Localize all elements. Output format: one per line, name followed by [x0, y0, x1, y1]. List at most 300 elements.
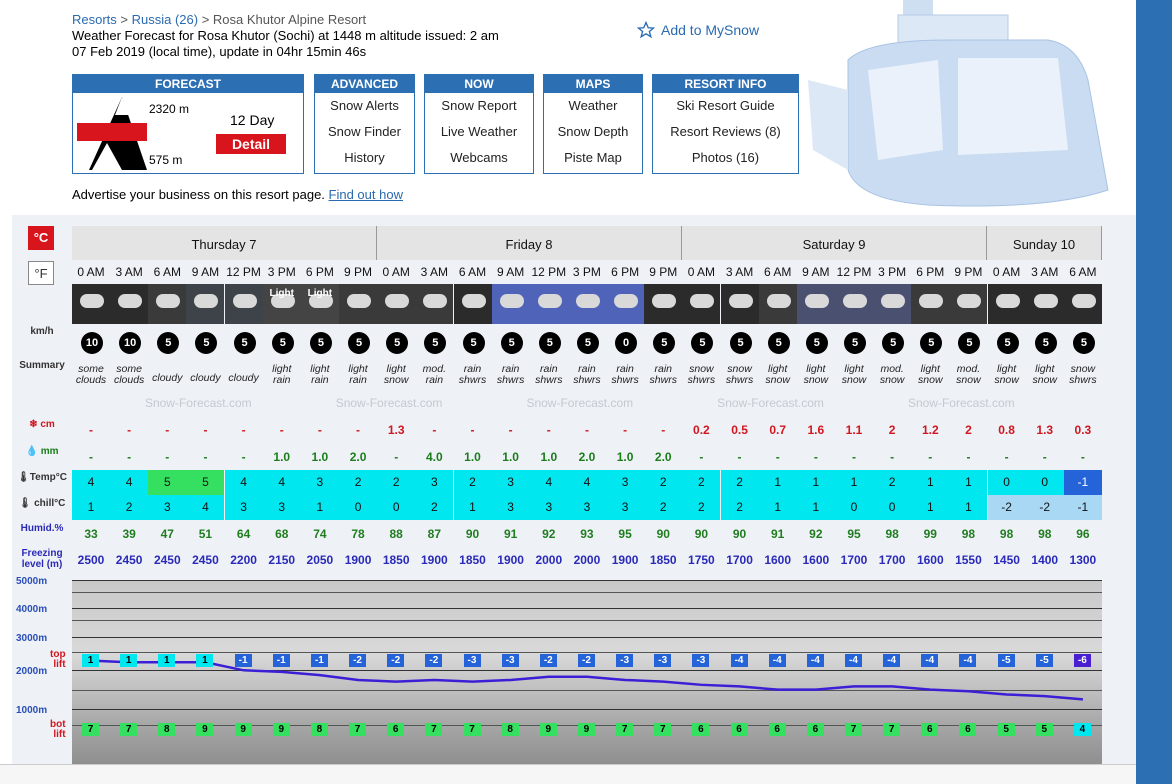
summary-cell — [148, 364, 186, 392]
summary-word: snow — [956, 374, 981, 386]
breadcrumb-resort: Rosa Khutor Alpine Resort — [212, 12, 367, 27]
bottom-lift-temp: 6 — [731, 723, 748, 736]
find-out-how-link[interactable]: Find out how — [328, 187, 403, 202]
weather-icon[interactable] — [644, 284, 682, 324]
freezing-cell: 1700 — [840, 553, 868, 567]
snow-cell: - — [165, 423, 170, 437]
rain-cell: 1.0 — [464, 450, 481, 464]
snow-cell: - — [317, 423, 322, 437]
humidity-cell: 92 — [809, 527, 823, 541]
humidity-cell: 78 — [351, 527, 365, 541]
nav-maps-heading: MAPS — [544, 75, 642, 93]
logo-watermark: Snow-Forecast.com — [907, 396, 1015, 410]
weather-icon[interactable] — [148, 284, 186, 324]
temp-cell: 2 — [377, 470, 415, 495]
weather-icon[interactable] — [1064, 284, 1102, 324]
cloud-icon — [690, 294, 714, 308]
time-cell: 6 AM — [1069, 265, 1097, 279]
cloud-icon — [729, 294, 753, 308]
chill-cell: 0 — [835, 495, 873, 520]
snow-cell: - — [356, 423, 361, 437]
summary-word: shwrs — [573, 374, 601, 386]
time-cell: 9 AM — [802, 265, 830, 279]
wind-arrow-icon: 5 — [501, 332, 523, 354]
cloud-icon — [843, 294, 867, 308]
rain-cell: - — [1042, 450, 1047, 464]
advertise-text — [72, 187, 403, 202]
wind-arrow-icon: 5 — [195, 332, 217, 354]
freezing-cell: 1450 — [993, 553, 1020, 567]
freezing-cell: 2050 — [306, 553, 334, 567]
title-line-2: 07 Feb 2019 (local time), update in 04hr 15min 46s — [72, 44, 367, 59]
nav-resort-reviews[interactable]: Resort Reviews (8) — [670, 124, 781, 139]
wind-arrow-icon: 5 — [463, 332, 485, 354]
fahrenheit-button[interactable]: °F — [28, 261, 54, 285]
page-side-strip — [1136, 0, 1172, 784]
altitude-bottom[interactable]: 575 m — [149, 153, 183, 167]
freezing-cell: 2150 — [268, 553, 296, 567]
title-line-1: Weather Forecast for Rosa Khutor (Sochi) at 1448 m altitude issued: 2 am — [72, 28, 499, 43]
summary-word: snow — [727, 363, 752, 375]
chill-cell: 0 — [873, 495, 911, 520]
humidity-cell: 47 — [160, 527, 174, 541]
weather-icon[interactable] — [415, 284, 453, 324]
summary-cell — [415, 364, 453, 392]
summary-cell — [377, 364, 415, 392]
summary-cell — [72, 364, 110, 392]
freezing-cell: 1600 — [802, 553, 830, 567]
altitude-chart — [72, 580, 1102, 764]
temp-cell: 0 — [988, 470, 1026, 495]
top-lift-temp: -4 — [845, 654, 862, 667]
humidity-cell: 39 — [122, 527, 136, 541]
rain-cell: 2.0 — [349, 450, 367, 464]
summary-word: shwrs — [649, 374, 677, 386]
summary-cell — [835, 364, 873, 392]
temp-cell: 2 — [721, 470, 759, 495]
summary-word: clouds — [113, 374, 145, 386]
top-lift-temp: -3 — [502, 654, 519, 667]
weather-icon[interactable] — [454, 284, 492, 324]
top-lift-temp: -4 — [807, 654, 824, 667]
wind-arrow-icon: 10 — [81, 332, 103, 354]
weather-icon[interactable] — [377, 284, 415, 324]
summary-cell — [225, 364, 263, 392]
wind-label: km/h — [30, 326, 54, 337]
page-title — [72, 28, 522, 60]
top-lift-temp: -2 — [387, 654, 404, 667]
time-cell: 0 AM — [382, 265, 410, 279]
humidity-cell: 90 — [732, 527, 747, 541]
wind-cell — [186, 324, 224, 364]
rain-cell: - — [928, 450, 933, 464]
time-cell: 12 PM — [531, 265, 567, 279]
summary-cell — [339, 364, 377, 392]
temp-cell: 4 — [225, 470, 263, 495]
time-cell: 3 AM — [725, 265, 754, 279]
snow-cell: 0.5 — [731, 423, 748, 437]
weather-icon[interactable] — [682, 284, 720, 324]
freezing-cell: 2000 — [573, 553, 601, 567]
rain-cell: - — [737, 450, 742, 464]
weather-icon[interactable] — [530, 284, 568, 324]
nav-piste-map[interactable]: Piste Map — [564, 150, 622, 165]
summary-cell — [873, 364, 911, 392]
wind-arrow-icon: 5 — [653, 332, 675, 354]
cloud-icon — [500, 294, 524, 308]
summary-word: rain — [425, 374, 444, 386]
wind-arrow-icon: 5 — [234, 332, 256, 354]
humidity-cell: 91 — [503, 527, 518, 541]
day-header: Saturday 9 — [682, 226, 987, 260]
alt-3000: 3000m — [16, 633, 48, 644]
summary-word: snow — [879, 374, 905, 386]
add-to-mysnow-link[interactable] — [637, 21, 759, 39]
cloud-icon — [423, 294, 447, 308]
wind-cell — [301, 324, 339, 364]
cloud-icon — [881, 294, 905, 308]
summary-word: light — [996, 363, 1017, 375]
snow-cell: 0.3 — [1074, 423, 1092, 437]
weather-icon[interactable] — [339, 284, 377, 324]
summary-word: cloudy — [228, 372, 259, 384]
weather-icon[interactable] — [949, 284, 987, 324]
wind-cell — [682, 324, 720, 364]
altitude-mid[interactable]: 1448 m — [149, 127, 190, 141]
temp-unit: Temp°C — [29, 472, 67, 483]
wind-cell — [873, 324, 911, 364]
wind-arrow-icon: 5 — [844, 332, 866, 354]
rain-cell: 1.0 — [311, 450, 329, 464]
freezing-cell: 1900 — [344, 553, 372, 567]
bottom-lift-temp: 7 — [349, 723, 366, 736]
bottom-lift-temp: 8 — [158, 723, 175, 736]
weather-icon[interactable] — [186, 284, 224, 324]
rain-cell: 1.0 — [502, 450, 519, 464]
top-lift-temp: -2 — [578, 654, 595, 667]
summary-word: rain — [272, 374, 291, 386]
nav-photos[interactable]: Photos (16) — [691, 150, 760, 165]
wind-arrow-icon: 5 — [730, 332, 752, 354]
cloud-icon — [1034, 294, 1058, 308]
cloud-icon — [996, 294, 1020, 308]
time-cell: 6 PM — [611, 265, 640, 279]
summary-cell — [1064, 364, 1102, 392]
top-lift-temp: -3 — [692, 654, 709, 667]
celsius-button[interactable]: °C — [28, 226, 54, 250]
summary-word: shwrs — [458, 374, 487, 386]
summary-word: snow — [765, 374, 790, 386]
freezing-cell: 1750 — [688, 553, 715, 567]
weather-icon[interactable] — [492, 284, 530, 324]
wind-cell — [721, 324, 759, 364]
altitude-top[interactable]: 2320 m — [149, 102, 190, 116]
wind-cell — [1026, 324, 1064, 364]
humidity-cell: 68 — [275, 527, 289, 541]
temp-cell: 1 — [911, 470, 949, 495]
snow-cell: - — [623, 423, 628, 437]
humidity-label: Humid.% — [20, 523, 64, 534]
snow-cell: 0.7 — [769, 423, 787, 437]
wind-cell — [911, 324, 949, 364]
chill-cell: -1 — [1064, 495, 1102, 520]
summary-cell — [911, 364, 949, 392]
rain-cell: - — [165, 450, 170, 464]
weather-icon[interactable] — [911, 284, 949, 324]
temp-cell: 3 — [301, 470, 339, 495]
wind-cell — [606, 324, 644, 364]
chill-cell: 1 — [797, 495, 835, 520]
temp-cell: 1 — [797, 470, 835, 495]
humidity-cell: 98 — [961, 527, 976, 541]
summary-word: rain — [349, 374, 367, 386]
temp-label — [14, 472, 70, 483]
wind-arrow-icon: 5 — [958, 332, 980, 354]
summary-word: shwrs — [611, 374, 639, 386]
rain-cell: - — [775, 450, 780, 464]
humidity-cell: 90 — [694, 527, 709, 541]
weather-icon[interactable] — [568, 284, 606, 324]
snow-cell: 0.8 — [998, 423, 1015, 437]
top-lift-temp: -4 — [883, 654, 900, 667]
summary-cell — [492, 364, 530, 392]
rain-cell: 1.0 — [616, 450, 634, 464]
summary-word: mod. — [422, 363, 447, 375]
wind-cell — [110, 324, 148, 364]
wind-cell — [949, 324, 987, 364]
top-lift-temp: -4 — [921, 654, 938, 667]
weather-icon[interactable] — [988, 284, 1026, 324]
rain-cell: 1.0 — [273, 450, 291, 464]
summary-word: rain — [540, 363, 558, 375]
humidity-cell: 88 — [389, 527, 403, 541]
alt-4000: 4000m — [16, 604, 48, 615]
wind-cell — [568, 324, 606, 364]
summary-word: light — [768, 363, 788, 375]
temp-cell: 3 — [492, 470, 530, 495]
weather-icon[interactable] — [606, 284, 644, 324]
freezing-cell: 1900 — [420, 553, 448, 567]
top-lift-temp: -1 — [235, 654, 252, 667]
chill-cell: 3 — [530, 495, 568, 520]
lift-word: lift — [53, 659, 66, 670]
bottom-lift-temp: 6 — [692, 723, 709, 736]
temp-cell: 2 — [339, 470, 377, 495]
rain-label — [14, 446, 70, 457]
time-cell: 0 AM — [687, 265, 716, 279]
time-cell: 9 PM — [344, 265, 373, 279]
wind-cell — [835, 324, 873, 364]
time-cell: 6 AM — [764, 265, 792, 279]
snow-cell: 2 — [888, 423, 896, 437]
wind-cell — [530, 324, 568, 364]
breadcrumb-resorts[interactable]: Resorts — [72, 12, 117, 27]
wind-arrow-icon: 5 — [157, 332, 179, 354]
nav-snow-depth[interactable]: Snow Depth — [557, 124, 629, 139]
humidity-cell: 90 — [656, 527, 670, 541]
wind-cell — [1064, 324, 1102, 364]
summary-cell — [530, 364, 568, 392]
top-lift-temp: 1 — [120, 654, 137, 667]
chill-cell: 4 — [186, 495, 224, 520]
day-header: Friday 8 — [377, 226, 682, 260]
chill-cell: 3 — [568, 495, 606, 520]
rain-cell: 4.0 — [426, 450, 443, 464]
cloud-icon — [919, 294, 943, 308]
summary-word: some — [116, 363, 142, 375]
weather-icon[interactable] — [225, 284, 263, 324]
summary-word: some — [78, 363, 104, 375]
weather-icon[interactable] — [263, 284, 301, 324]
nav-live-weather[interactable]: Live Weather — [440, 124, 518, 139]
wind-arrow-icon: 5 — [920, 332, 942, 354]
rain-cell: - — [699, 450, 704, 464]
snow-cell: 2 — [965, 423, 972, 437]
snow-cell: - — [661, 423, 666, 437]
temp-cell: 4 — [530, 470, 568, 495]
cloud-icon — [118, 294, 142, 308]
top-lift-temp: -6 — [1074, 654, 1091, 667]
nav-now — [424, 74, 534, 174]
summary-cell — [263, 364, 301, 392]
nav-snow-finder[interactable]: Snow Finder — [328, 124, 401, 139]
rain-cell: - — [890, 450, 895, 464]
logo-watermark: Snow-Forecast.com — [335, 396, 443, 410]
temp-cell: 5 — [148, 470, 186, 495]
nav-weather-map[interactable]: Weather — [568, 98, 618, 113]
time-cell: 3 PM — [267, 265, 296, 279]
weather-icon[interactable] — [835, 284, 873, 324]
temp-cell: 1 — [949, 470, 987, 495]
nav-ski-resort-guide[interactable]: Ski Resort Guide — [676, 98, 775, 113]
nav-advanced — [314, 74, 415, 174]
chill-label — [14, 498, 70, 509]
time-cell: 9 AM — [496, 265, 525, 279]
humidity-cell: 99 — [923, 527, 937, 541]
summary-word: light — [348, 363, 368, 375]
temp-cell: 3 — [606, 470, 644, 495]
wind-arrow-icon: 5 — [348, 332, 370, 354]
bottom-lift-temp: 9 — [540, 723, 557, 736]
rain-cell: - — [966, 450, 971, 464]
time-cell: 3 AM — [1031, 265, 1059, 279]
nav-webcams[interactable]: Webcams — [450, 150, 508, 165]
wind-cell — [339, 324, 377, 364]
chill-cell: 3 — [263, 495, 301, 520]
wind-cell — [492, 324, 530, 364]
bottom-lift-temp: 4 — [1074, 723, 1091, 736]
weather-icon[interactable] — [873, 284, 911, 324]
detail-button[interactable]: Detail — [216, 134, 286, 154]
weather-icon[interactable] — [301, 284, 339, 324]
freezing-cell: 1700 — [726, 553, 753, 567]
chill-cell: 0 — [339, 495, 377, 520]
summary-cell — [1026, 364, 1064, 392]
bottom-lift-temp: 8 — [502, 723, 519, 736]
weather-icon[interactable] — [110, 284, 148, 324]
freezing-cell: 1850 — [649, 553, 677, 567]
thermometer-icon: 🌡 — [17, 472, 30, 483]
cloud-icon — [347, 294, 371, 308]
cloud-icon — [652, 294, 676, 308]
time-cell: 3 PM — [878, 265, 907, 279]
temp-cell: 1 — [759, 470, 797, 495]
logo-watermark: Snow-Forecast.com — [144, 396, 252, 410]
summary-word: clouds — [75, 374, 107, 386]
rain-unit: mm — [40, 446, 59, 457]
bottom-lift-temp: 6 — [807, 723, 824, 736]
weather-icon[interactable] — [759, 284, 797, 324]
temp-cell: 2 — [644, 470, 682, 495]
nav-maps — [543, 74, 643, 174]
time-cell: 3 AM — [420, 265, 449, 279]
summary-word: snow — [803, 374, 829, 386]
nav-snow-alerts[interactable]: Snow Alerts — [330, 98, 399, 113]
humidity-cell: 87 — [427, 527, 442, 541]
summary-cell — [949, 364, 987, 392]
forecast-box — [72, 74, 304, 174]
summary-word: light — [310, 363, 330, 375]
weather-icon[interactable] — [721, 284, 759, 324]
nav-history[interactable]: History — [344, 150, 385, 165]
snow-cell: - — [127, 423, 132, 437]
wind-arrow-icon: 5 — [577, 332, 599, 354]
weather-icon[interactable] — [72, 284, 110, 324]
snow-cell: 1.3 — [387, 423, 405, 437]
freezing-cell: 1400 — [1031, 553, 1059, 567]
humidity-cell: 93 — [580, 527, 594, 541]
summary-cell — [110, 364, 148, 392]
forecast-heading: FORECAST — [73, 75, 303, 93]
cloud-icon — [614, 294, 638, 308]
cloud-icon — [156, 294, 180, 308]
nav-snow-report[interactable]: Snow Report — [441, 98, 517, 113]
chill-cell: 2 — [415, 495, 453, 520]
forecast-days[interactable]: 12 Day — [230, 112, 275, 128]
freezing-cell: 1550 — [955, 553, 982, 567]
chill-unit: chill°C — [34, 498, 66, 509]
wind-cell — [454, 324, 492, 364]
humidity-cell: 51 — [198, 527, 213, 541]
chill-cell: 1 — [911, 495, 949, 520]
humidity-cell: 33 — [84, 527, 98, 541]
temp-cell: 2 — [682, 470, 720, 495]
breadcrumb-country[interactable]: Russia (26) — [131, 12, 199, 27]
snow-unit: cm — [40, 419, 55, 430]
weather-icon[interactable] — [1026, 284, 1064, 324]
chill-cell: 3 — [492, 495, 530, 520]
summary-cell — [186, 364, 224, 392]
summary-cell — [682, 364, 720, 392]
wind-arrow-icon: 5 — [310, 332, 332, 354]
wind-arrow-icon: 5 — [882, 332, 904, 354]
bottom-lift-temp: 6 — [959, 723, 976, 736]
advertise-label: Advertise your business on this resort page. — [72, 187, 329, 202]
wind-cell — [225, 324, 263, 364]
weather-icon[interactable] — [797, 284, 835, 324]
summary-cell — [301, 364, 339, 392]
summary-word: rain — [654, 363, 672, 375]
bottom-lift-temp: 9 — [196, 723, 213, 736]
top-lift-temp: 1 — [82, 654, 99, 667]
time-cell: 6 PM — [305, 265, 334, 279]
chill-cell: 2 — [682, 495, 720, 520]
humidity-cell: 95 — [847, 527, 861, 541]
freezing-label: Freezing level (m) — [21, 548, 63, 570]
time-cell: 0 AM — [992, 265, 1021, 279]
freezing-cell: 1600 — [764, 553, 792, 567]
summary-word: light — [272, 363, 292, 375]
